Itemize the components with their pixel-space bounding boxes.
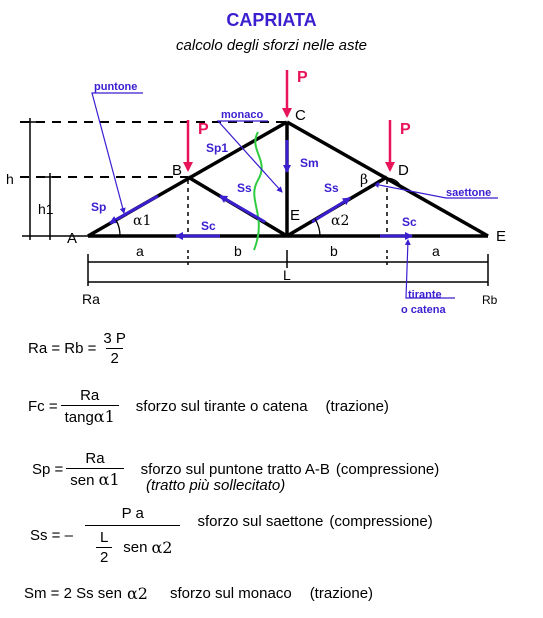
formula-ss-num: P a [121,505,144,522]
formula-ss-type: (compressione) [329,513,433,530]
formula-fc-desc: sforzo sul tirante o catena [135,398,308,415]
formula-ss-lhs: Ss = – [30,527,73,544]
formula-tie-force [28,387,389,426]
callout-label-saettone: saettone [446,187,492,199]
formula-fc-lhs: Fc = [28,398,58,415]
formula-sp-den [66,468,123,489]
node-label-e-mid: E [290,207,301,224]
formula-sp-num: Ra [85,450,105,467]
formula-sp-note: (tratto più sollecitato) [146,477,286,494]
member-label-sm: Sm [300,156,319,170]
formula-fc-den-greek: α1 [93,407,115,426]
callout-label-catena: o catena [401,304,446,316]
height-dimension [22,118,88,240]
member-label-sp: Sp [91,200,107,214]
member-label-ss-right: Ss [324,181,339,195]
formula-sm-desc: sforzo sul monaco [169,585,292,602]
formula-sm-lhs: Sm = 2 Ss sen [24,585,122,602]
formula-sp-den-text: sen [70,472,95,489]
dim-label-b-right: b [330,243,338,259]
formula-fc-den-text: tang [64,409,94,426]
page-subtitle: calcolo degli sforzi nelle aste [176,37,367,54]
node-label-d: D [398,162,409,179]
formula-ra-den: 2 [106,348,122,367]
callout-label-puntone: puntone [94,81,138,93]
member-label-sc-right: Sc [402,215,417,229]
formula-fc-type: (trazione) [325,398,389,415]
formula-fc-fraction [61,387,119,426]
formula-sp-fraction [66,450,123,489]
angle-label-alpha2: α2 [331,213,350,229]
dim-label-h1: h1 [38,201,54,217]
member-label-ss-left: Ss [237,181,252,195]
angle-label-beta: β [360,172,369,188]
member-label-sp1: Sp1 [206,141,229,155]
callout-label-monaco: monaco [221,109,264,121]
formula-sp-desc: sforzo sul puntone tratto A-B [140,461,330,478]
formula-sp-lhs: Sp = [32,461,64,478]
formula-sm-greek: α2 [126,584,148,603]
load-arrows [188,70,390,170]
load-label-d: P [400,121,411,138]
formula-ss-den [85,525,181,566]
formula-king-post-force [24,584,373,603]
formula-ss-inner-den: 2 [96,547,112,566]
dim-label-a-left: a [136,243,144,259]
formula-ss-inner-num: L [99,529,109,546]
dim-label-h: h [6,171,14,187]
formula-fc-num: Ra [80,387,100,404]
load-label-c: P [297,69,308,86]
leader-puntone [92,93,143,213]
formula-ss-inner-fraction [96,529,112,566]
reaction-label-ra: Ra [82,291,100,307]
formula-ss-fraction [85,505,181,566]
force-arrow-ss-left [220,196,265,222]
formula-ra-num: 3 P [103,330,126,347]
formula-ss-greek: α2 [151,538,173,557]
angle-label-alpha1: α1 [133,213,152,229]
formula-ra-fraction [99,330,130,367]
formula-sm-type: (trazione) [309,585,374,602]
page-title: CAPRIATA [226,10,317,30]
dim-label-l: L [283,267,291,283]
node-label-e-end: E [496,228,507,245]
formula-rafter-force [32,450,439,494]
formula-ra-lhs: Ra = Rb = [28,340,97,357]
dim-label-b-left: b [234,243,242,259]
formula-sp-type: (compressione) [335,461,440,478]
formula-ss-sen: sen [123,539,148,556]
section-cut-line [254,132,262,250]
dim-label-a-right: a [432,243,440,259]
formula-strut-force [30,505,433,566]
member-label-sc-left: Sc [201,219,216,233]
node-label-c: C [295,107,306,124]
node-label-a: A [67,230,78,247]
formula-fc-den [61,405,119,426]
callout-label-tirante: tirante [408,289,442,301]
node-label-b: B [172,162,183,179]
formula-ss-desc: sforzo sul saettone [197,513,324,530]
height-guides [20,122,287,177]
reaction-label-rb: Rb [482,293,498,307]
formula-reactions [28,330,133,367]
load-label-b: P [198,121,209,138]
formula-sp-den-greek: α1 [98,470,120,489]
